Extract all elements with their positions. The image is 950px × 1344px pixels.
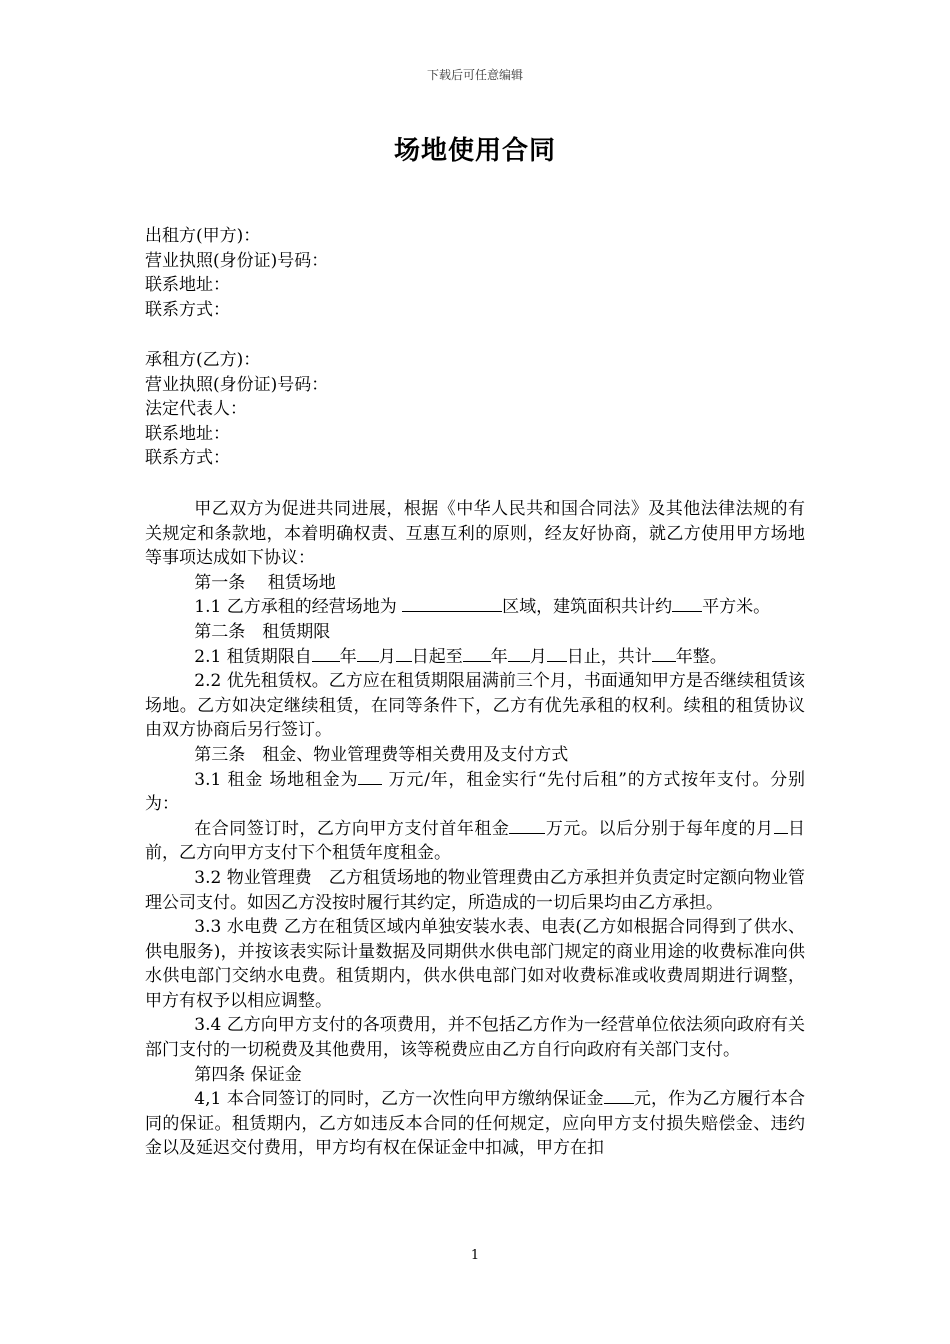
blank-line [652, 646, 676, 662]
blank-line [357, 646, 379, 662]
clause-3-2: 3.2 物业管理费 乙方租赁场地的物业管理费由乙方承担并负责定时定额向物业管理公司支付。如因乙方没按时履行其约定，所造成的一切后果均由乙方承担。 [145, 867, 805, 913]
contract-body [145, 497, 805, 1161]
clause-3-1: 3.1 租金 场地租金为 万元/年，租金实行“先付后租”的方式按年支付。分别为： [145, 769, 806, 815]
page-number: 1 [470, 1248, 480, 1263]
contact-line: 联系方式： [145, 299, 230, 320]
contact-line: 联系方式： [145, 448, 230, 469]
article-3-heading: 第三条 租金、物业管理费等相关费用及支付方式 [194, 744, 569, 765]
address-line: 联系地址： [145, 275, 230, 296]
legal-representative-line: 法定代表人： [145, 399, 247, 420]
blank-line [312, 646, 340, 662]
document-title: 场地使用合同 [393, 136, 556, 166]
blank-line [547, 646, 567, 662]
address-line: 联系地址： [145, 423, 230, 444]
article-1-heading: 第一条 租赁场地 [194, 572, 336, 593]
clause-2-1: 2.1 租赁期限自 年 月 日起至 年 月 日止，共计 年整。 [194, 646, 727, 667]
blank-line [509, 818, 545, 834]
party-b-block [145, 348, 805, 471]
header-note: 下载后可任意编辑 [426, 68, 523, 82]
article-2-heading: 第二条 租赁期限 [194, 621, 331, 642]
blank-line [463, 646, 491, 662]
clause-1-1: 1.1 乙方承租的经营场地为 区域，建筑面积共计约 平方米。 [194, 597, 771, 618]
blank-line [604, 1088, 634, 1104]
clause-3-3: 3.3 水电费 乙方在租赁区域内单独安装水表、电表(乙方如根据合同得到了供水、供电服务)，并按该表实际计量数据及同期供水供电部门规定的商业用途的收费标准向供水供电部门交纳水电费。租赁期内，供水供电部门如对收费标准或收费周期进行调整，甲方有权予以相应调整。 [145, 917, 805, 1011]
clause-3-1-payment: 在合同签订时，乙方向甲方支付首年租金 万元。以后分别于每年度的月 日前，乙方向甲方支付下个租赁年度租金。 [145, 818, 806, 864]
clause-2-2: 2.2 优先租赁权。乙方应在租赁期限届满前三个月，书面通知甲方是否继续租赁该场地。乙方如决定继续租赁，在同等条件下，乙方有优先承租的权利。续租的租赁协议由双方协商后另行签订。 [145, 671, 805, 741]
clause-4-1: 4,1 本合同签订的同时，乙方一次性向甲方缴纳保证金 元，作为乙方履行本合同的保证。租赁期内，乙方如违反本合同的任何规定，应向甲方支付损失赔偿金、违约金以及延迟交付费用，甲方均有权在保证金中扣减，甲方在扣 [145, 1089, 805, 1159]
blank-line [774, 818, 788, 834]
lessor-line: 出租方(甲方)： [145, 226, 261, 246]
blank-line [402, 596, 502, 612]
party-a-block [145, 224, 805, 322]
license-number-line: 营业执照(身份证)号码： [145, 250, 329, 271]
blank-line [358, 769, 382, 785]
intro-paragraph: 甲乙双方为促进共同进展，根据《中华人民共和国合同法》及其他法律法规的有关规定和条款地，本着明确权责、互惠互利的原则，经友好协商，就乙方使用甲方场地等事项达成如下协议： [145, 499, 805, 569]
blank-line [508, 646, 530, 662]
blank-line [672, 596, 702, 612]
license-number-line: 营业执照(身份证)号码： [145, 374, 329, 395]
clause-3-4: 3.4 乙方向甲方支付的各项费用，并不包括乙方作为一经营单位依法须向政府有关部门支付的一切税费及其他费用，该等税费应由乙方自行向政府有关部门支付。 [145, 1015, 805, 1061]
blank-line [396, 646, 412, 662]
lessee-line: 承租方(乙方)： [145, 350, 261, 370]
article-4-heading: 第四条 保证金 [194, 1064, 302, 1085]
